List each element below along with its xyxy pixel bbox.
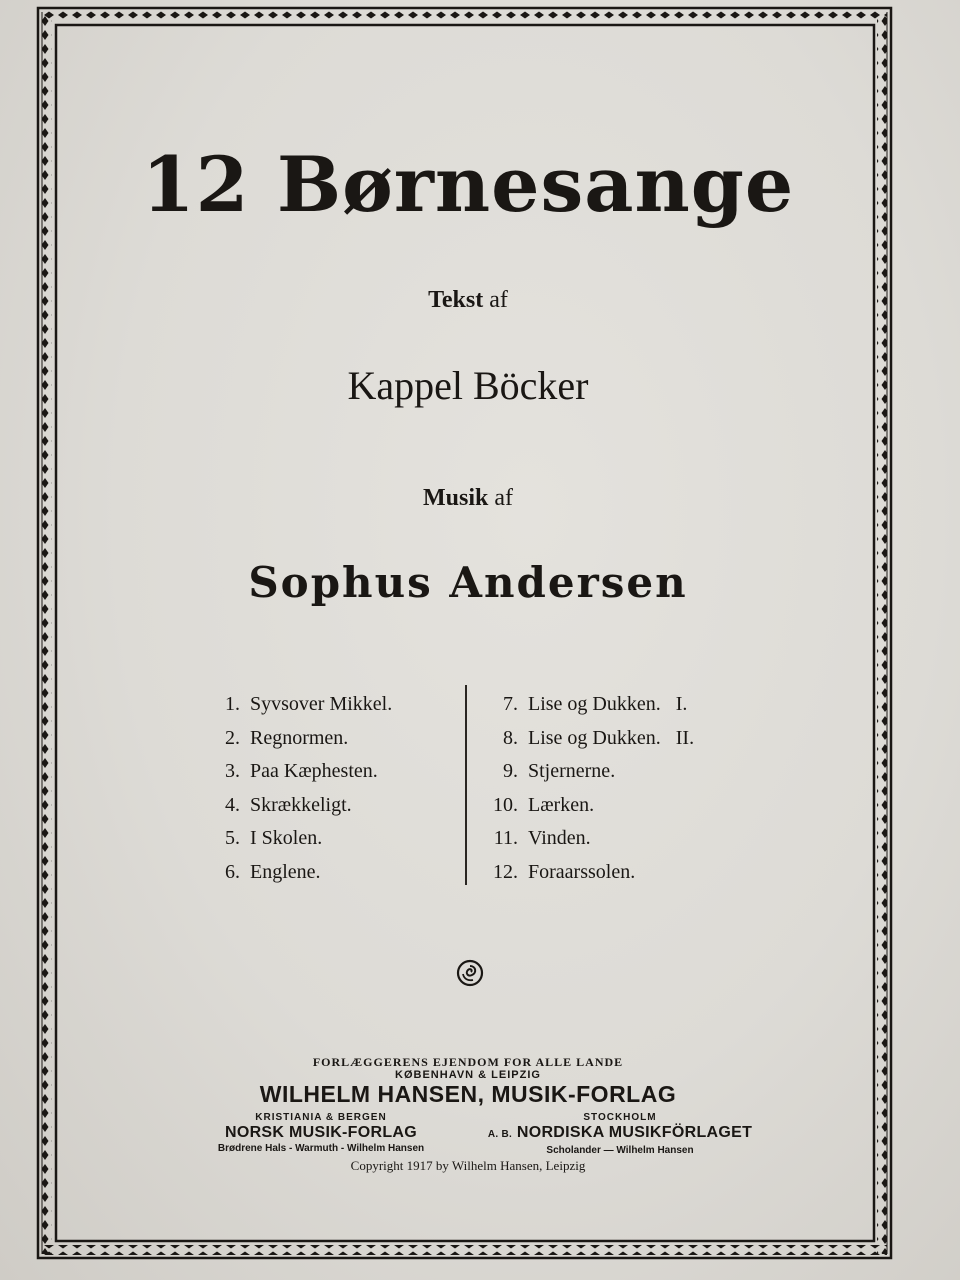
song-title: Lærken.: [528, 793, 595, 816]
list-item: [190, 755, 450, 789]
song-number: 5.: [225, 827, 240, 849]
song-number: 7.: [503, 693, 518, 715]
list-item: [474, 789, 794, 823]
text-af: af: [489, 287, 508, 313]
text-credit-label: [0, 287, 936, 314]
song-number: 11.: [493, 827, 518, 849]
list-item: [474, 688, 794, 722]
page-title: 12 Børnesange: [141, 140, 795, 229]
song-title: Skrækkeligt.: [250, 793, 352, 816]
song-number: 1.: [225, 693, 240, 715]
norway-publisher-name: NORSK MUSIK-FORLAG: [224, 1124, 418, 1141]
song-number: 10.: [493, 793, 518, 816]
song-title: Foraarssolen.: [528, 860, 636, 883]
list-item: [474, 722, 794, 756]
song-title: Vinden.: [528, 827, 591, 849]
rose-ornament-icon: [455, 958, 485, 988]
song-title: Syvsover Mikkel.: [250, 693, 393, 715]
norway-publisher: [188, 1112, 454, 1155]
song-title: Englene.: [250, 860, 321, 883]
song-number: 9.: [503, 760, 518, 782]
list-item: [190, 789, 450, 823]
list-item: [474, 856, 794, 890]
property-notice: FORLÆGGERENS EJENDOM FOR ALLE LANDE: [312, 1055, 624, 1069]
song-number: 2.: [225, 726, 240, 749]
sweden-prefix: A. B.: [487, 1129, 513, 1140]
song-number: 3.: [225, 760, 240, 782]
sweden-publisher-line: [468, 1124, 772, 1144]
norway-cities: KRISTIANIA & BERGEN: [255, 1112, 387, 1123]
song-number: 12.: [493, 860, 518, 883]
song-title: I Skolen.: [250, 827, 323, 849]
song-number: 8.: [503, 726, 518, 749]
sweden-publisher: [468, 1112, 772, 1157]
composer-name: Sophus Andersen: [248, 558, 688, 607]
list-item: [190, 688, 450, 722]
sweden-city: STOCKHOLM: [583, 1112, 657, 1123]
song-number: 4.: [225, 793, 240, 816]
music-af: af: [494, 485, 513, 511]
author-name: Kappel Böcker: [347, 363, 589, 408]
list-item: [474, 822, 794, 856]
list-item: [190, 856, 450, 890]
song-list-right: [474, 688, 794, 889]
list-item: [190, 822, 450, 856]
song-title: Regnormen.: [250, 726, 349, 749]
sweden-publisher-name: NORDISKA MUSIKFÖRLAGET: [516, 1124, 753, 1141]
column-divider: [465, 685, 467, 885]
text-label: Tekst: [428, 287, 484, 313]
song-number: 6.: [225, 860, 240, 883]
music-credit-label: [0, 485, 936, 512]
music-label: Musik: [422, 485, 489, 511]
publisher-name: WILHELM HANSEN, MUSIK-FORLAG: [259, 1081, 677, 1107]
song-title: Stjernerne.: [528, 760, 616, 782]
sweden-agents: Scholander — Wilhelm Hansen: [546, 1145, 694, 1156]
copyright-notice: Copyright 1917 by Wilhelm Hansen, Leipzig: [350, 1158, 586, 1173]
list-item: [474, 755, 794, 789]
song-title: Lise og Dukken. I.: [528, 693, 688, 715]
song-list-left: [190, 688, 450, 889]
song-title: Lise og Dukken. II.: [528, 726, 695, 749]
norway-agents: Brødrene Hals - Warmuth - Wilhelm Hansen: [217, 1143, 425, 1154]
list-item: [190, 722, 450, 756]
song-title: Paa Kæphesten.: [250, 760, 378, 782]
publisher-cities: KØBENHAVN & LEIPZIG: [395, 1069, 541, 1081]
